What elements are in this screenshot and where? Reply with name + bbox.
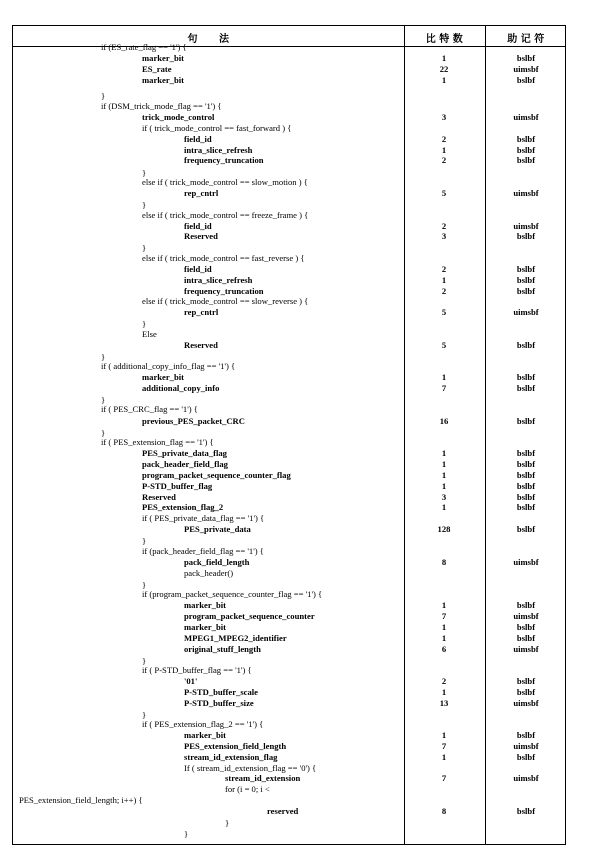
bits-cell: 1	[441, 459, 447, 469]
header-mnemonic: 助 记 符	[507, 34, 545, 45]
bits-cell: 2	[441, 264, 447, 274]
syntax-line: if ( PES_private_data_flag == '1') {	[142, 513, 265, 523]
syntax-line: original_stuff_length	[184, 644, 261, 654]
bits-cell: 128	[437, 524, 451, 534]
syntax-line: ES_rate	[142, 64, 172, 74]
syntax-line: field_id	[184, 264, 212, 274]
bits-cell: 1	[441, 600, 447, 610]
bits-cell: 2	[441, 155, 447, 165]
header-syntax: 句 法	[187, 34, 230, 45]
mnemonic-cell: bslbf	[516, 275, 536, 285]
bits-cell: 2	[441, 286, 447, 296]
syntax-line: field_id	[184, 134, 212, 144]
bits-cell: 1	[441, 752, 447, 762]
syntax-line: additional_copy_info	[142, 383, 220, 393]
syntax-line: stream_id_extension_flag	[184, 752, 278, 762]
syntax-line: if (program_packet_sequence_counter_flag == '1') {	[142, 589, 323, 599]
syntax-line: marker_bit	[184, 600, 227, 610]
syntax-line: else if ( trick_mode_control == slow_motion ) {	[142, 177, 308, 187]
mnemonic-cell: bslbf	[516, 600, 536, 610]
syntax-line: marker_bit	[142, 53, 185, 63]
mnemonic-cell: uimsbf	[513, 307, 539, 317]
bits-cell: 8	[441, 806, 447, 816]
bits-cell: 1	[441, 53, 447, 63]
bits-cell: 1	[441, 75, 447, 85]
bits-cell: 1	[441, 470, 447, 480]
syntax-line: stream_id_extension	[225, 773, 301, 783]
bits-cell: 2	[441, 134, 447, 144]
mnemonic-cell: bslbf	[516, 492, 536, 502]
mnemonic-cell: bslbf	[516, 264, 536, 274]
syntax-line: }	[142, 319, 147, 329]
syntax-line: previous_PES_packet_CRC	[142, 416, 245, 426]
syntax-line: if ( PES_extension_flag_2 == '1') {	[142, 719, 264, 729]
mnemonic-cell: uimsbf	[513, 188, 539, 198]
mnemonic-cell: uimsbf	[513, 221, 539, 231]
mnemonic-cell: bslbf	[516, 231, 536, 241]
syntax-line: Else	[142, 329, 157, 339]
syntax-line: pack_header_field_flag	[142, 459, 228, 469]
syntax-line: marker_bit	[142, 372, 185, 382]
syntax-line: If ( stream_id_extension_flag == '0') {	[184, 763, 317, 773]
syntax-line: P-STD_buffer_flag	[142, 481, 213, 491]
syntax-line: if ( additional_copy_info_flag == '1') {	[101, 361, 236, 371]
syntax-line: PES_private_data_flag	[142, 448, 227, 458]
syntax-line: }	[142, 200, 147, 210]
syntax-line: }	[101, 91, 106, 101]
bits-cell: 1	[441, 372, 447, 382]
mnemonic-cell: bslbf	[516, 470, 536, 480]
syntax-line: }	[142, 580, 147, 590]
mnemonic-cell: bslbf	[516, 75, 536, 85]
mnemonic-cell: bslbf	[516, 502, 536, 512]
syntax-line: if ( PES_CRC_flag == '1') {	[101, 404, 198, 414]
mnemonic-cell: bslbf	[516, 752, 536, 762]
header-divider	[13, 46, 565, 47]
mnemonic-cell: bslbf	[516, 448, 536, 458]
mnemonic-cell: bslbf	[516, 383, 536, 393]
syntax-line: if ( PES_extension_flag == '1') {	[101, 437, 214, 447]
syntax-line: intra_slice_refresh	[184, 145, 253, 155]
syntax-line: }	[101, 352, 106, 362]
syntax-line: Reserved	[184, 340, 218, 350]
bits-cell: 1	[441, 448, 447, 458]
bits-cell: 7	[441, 773, 447, 783]
bits-cell: 1	[441, 275, 447, 285]
syntax-line: if ( trick_mode_control == fast_forward ) {	[142, 123, 292, 133]
bits-cell: 7	[441, 383, 447, 393]
mnemonic-cell: uimsbf	[513, 741, 539, 751]
mnemonic-cell: bslbf	[516, 730, 536, 740]
mnemonic-cell: bslbf	[516, 676, 536, 686]
syntax-line: rep_cntrl	[184, 188, 219, 198]
bits-cell: 8	[441, 557, 447, 567]
mnemonic-cell: uimsbf	[513, 64, 539, 74]
bits-cell: 3	[441, 231, 447, 241]
bits-cell: 5	[441, 307, 447, 317]
syntax-line: else if ( trick_mode_control == slow_reverse ) {	[142, 296, 309, 306]
mnemonic-cell: bslbf	[516, 134, 536, 144]
syntax-line: frequency_truncation	[184, 286, 264, 296]
syntax-line: if ( P-STD_buffer_flag == '1') {	[142, 665, 252, 675]
syntax-line: field_id	[184, 221, 212, 231]
syntax-line: MPEG1_MPEG2_identifier	[184, 633, 287, 643]
bits-cell: 16	[439, 416, 449, 426]
syntax-line: }	[142, 536, 147, 546]
syntax-line: marker_bit	[184, 622, 227, 632]
bits-cell: 1	[441, 730, 447, 740]
syntax-line: PES_extension_field_length	[184, 741, 287, 751]
bits-cell: 1	[441, 502, 447, 512]
bits-cell: 6	[441, 644, 447, 654]
syntax-line: '01'	[184, 676, 198, 686]
mnemonic-cell: bslbf	[516, 622, 536, 632]
column-divider	[404, 26, 405, 844]
syntax-line: pack_field_length	[184, 557, 250, 567]
syntax-line: }	[101, 428, 106, 438]
mnemonic-cell: bslbf	[516, 459, 536, 469]
syntax-line: }	[101, 395, 106, 405]
syntax-line: if (DSM_trick_mode_flag == '1') {	[101, 101, 222, 111]
syntax-line: P-STD_buffer_size	[184, 698, 254, 708]
syntax-line: P-STD_buffer_scale	[184, 687, 258, 697]
syntax-line: else if ( trick_mode_control == fast_reverse ) {	[142, 253, 305, 263]
bits-cell: 7	[441, 611, 447, 621]
bits-cell: 5	[441, 340, 447, 350]
syntax-line: marker_bit	[142, 75, 185, 85]
bits-cell: 7	[441, 741, 447, 751]
syntax-line: for (i = 0; i <	[225, 784, 270, 794]
mnemonic-cell: uimsbf	[513, 773, 539, 783]
syntax-line: marker_bit	[184, 730, 227, 740]
syntax-line: }	[184, 829, 189, 839]
syntax-line: PES_extension_flag_2	[142, 502, 224, 512]
syntax-line: intra_slice_refresh	[184, 275, 253, 285]
mnemonic-cell: bslbf	[516, 633, 536, 643]
bits-cell: 22	[439, 64, 449, 74]
syntax-line: trick_mode_control	[142, 112, 215, 122]
bits-cell: 2	[441, 221, 447, 231]
mnemonic-cell: bslbf	[516, 155, 536, 165]
syntax-line: else if ( trick_mode_control == freeze_frame ) {	[142, 210, 309, 220]
mnemonic-cell: uimsbf	[513, 644, 539, 654]
mnemonic-cell: bslbf	[516, 372, 536, 382]
syntax-line: reserved	[267, 806, 299, 816]
mnemonic-cell: bslbf	[516, 806, 536, 816]
syntax-line: rep_cntrl	[184, 307, 219, 317]
syntax-line: }	[225, 818, 230, 828]
syntax-line: program_packet_sequence_counter	[184, 611, 315, 621]
mnemonic-cell: bslbf	[516, 481, 536, 491]
syntax-table	[12, 25, 566, 845]
syntax-line: program_packet_sequence_counter_flag	[142, 470, 291, 480]
mnemonic-cell: bslbf	[516, 286, 536, 296]
mnemonic-cell: bslbf	[516, 687, 536, 697]
syntax-line: }	[142, 710, 147, 720]
mnemonic-cell: bslbf	[516, 145, 536, 155]
syntax-line: Reserved	[184, 231, 218, 241]
syntax-line: pack_header()	[184, 568, 234, 578]
mnemonic-cell: uimsbf	[513, 112, 539, 122]
syntax-line: }	[142, 168, 147, 178]
mnemonic-cell: uimsbf	[513, 698, 539, 708]
bits-cell: 13	[439, 698, 449, 708]
mnemonic-cell: uimsbf	[513, 557, 539, 567]
mnemonic-cell: bslbf	[516, 524, 536, 534]
mnemonic-cell: uimsbf	[513, 611, 539, 621]
bits-cell: 5	[441, 188, 447, 198]
bits-cell: 3	[441, 492, 447, 502]
bits-cell: 1	[441, 687, 447, 697]
mnemonic-cell: bslbf	[516, 340, 536, 350]
bits-cell: 1	[441, 145, 447, 155]
syntax-line: frequency_truncation	[184, 155, 264, 165]
bits-cell: 1	[441, 622, 447, 632]
bits-cell: 1	[441, 633, 447, 643]
bits-cell: 2	[441, 676, 447, 686]
bits-cell: 1	[441, 481, 447, 491]
syntax-line: }	[142, 656, 147, 666]
header-bits: 比 特 数	[425, 34, 464, 45]
mnemonic-cell: bslbf	[516, 53, 536, 63]
syntax-line: if (ES_rate_flag == '1') {	[101, 42, 187, 52]
mnemonic-cell: bslbf	[516, 416, 536, 426]
bits-cell: 3	[441, 112, 447, 122]
syntax-line: PES_extension_field_length; i++) {	[19, 795, 143, 805]
syntax-line: if (pack_header_field_flag == '1') {	[142, 546, 264, 556]
syntax-line: PES_private_data	[184, 524, 251, 534]
syntax-line: Reserved	[142, 492, 176, 502]
syntax-line: }	[142, 243, 147, 253]
